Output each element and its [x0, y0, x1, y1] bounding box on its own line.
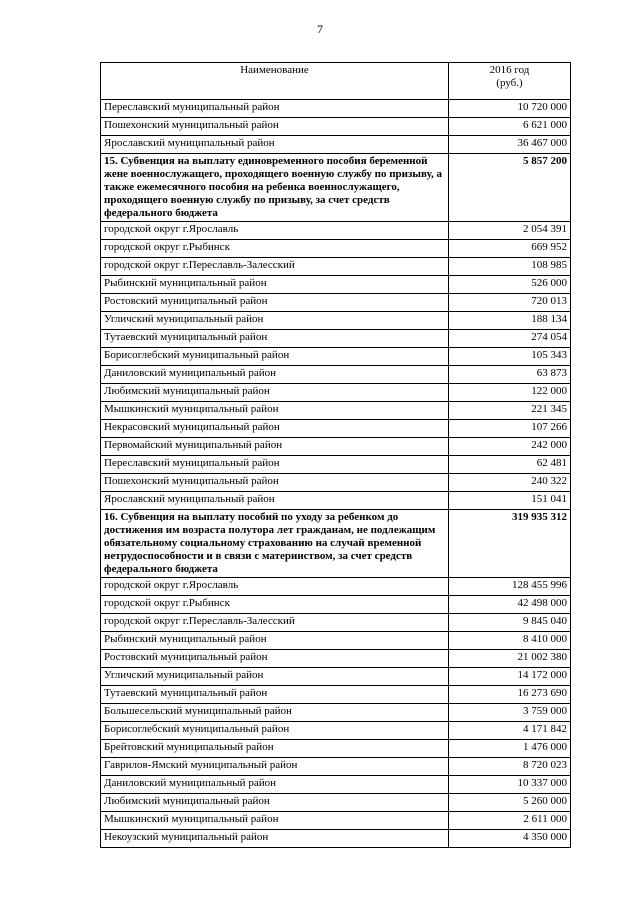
name-cell: городской округ г.Ярославль	[101, 578, 449, 596]
table-row	[101, 668, 571, 686]
name-cell: городской округ г.Рыбинск	[101, 240, 449, 258]
table-row	[101, 704, 571, 722]
name-cell: Некрасовский муниципальный район	[101, 420, 449, 438]
amount-cell: 526 000	[449, 276, 571, 294]
name-cell: Угличский муниципальный район	[101, 312, 449, 330]
amount-cell: 105 343	[449, 348, 571, 366]
amount-cell: 128 455 996	[449, 578, 571, 596]
table-row	[101, 740, 571, 758]
table-row	[101, 420, 571, 438]
name-cell: Угличский муниципальный район	[101, 668, 449, 686]
name-cell: Переславский муниципальный район	[101, 456, 449, 474]
table-row	[101, 294, 571, 312]
name-cell: Ярославский муниципальный район	[101, 492, 449, 510]
name-cell: Гаврилов-Ямский муниципальный район	[101, 758, 449, 776]
table-row	[101, 384, 571, 402]
amount-cell: 5 260 000	[449, 794, 571, 812]
section-row	[101, 154, 571, 222]
table-header	[101, 63, 571, 100]
amount-cell: 107 266	[449, 420, 571, 438]
table-row	[101, 632, 571, 650]
table-row	[101, 222, 571, 240]
section-row	[101, 510, 571, 578]
table-row	[101, 456, 571, 474]
name-cell: Борисоглебский муниципальный район	[101, 722, 449, 740]
name-cell: Брейтовский муниципальный район	[101, 740, 449, 758]
amount-cell: 62 481	[449, 456, 571, 474]
section-title-cell: 15. Субвенция на выплату единовременного пособия беременной жене военнослужащего, проходящего военную службу по призыву, а также ежемесячного пособия на ребенка военнослужащего, проходящего военную службу по призыву, за счет средств федерального бюджета	[101, 154, 449, 222]
name-cell: Мышкинский муниципальный район	[101, 402, 449, 420]
amount-cell: 122 000	[449, 384, 571, 402]
header-unit-label: (руб.)	[496, 77, 523, 89]
table-row	[101, 722, 571, 740]
amount-cell: 8 410 000	[449, 632, 571, 650]
name-cell: Ростовский муниципальный район	[101, 294, 449, 312]
amount-cell: 42 498 000	[449, 596, 571, 614]
amount-cell: 2 611 000	[449, 812, 571, 830]
table-row	[101, 118, 571, 136]
name-cell: городской округ г.Ярославль	[101, 222, 449, 240]
name-cell: Большесельский муниципальный район	[101, 704, 449, 722]
table-row	[101, 438, 571, 456]
name-cell: Рыбинский муниципальный район	[101, 632, 449, 650]
amount-cell: 4 350 000	[449, 830, 571, 848]
name-cell: городской округ г.Переславль-Залесский	[101, 614, 449, 632]
amount-cell: 221 345	[449, 402, 571, 420]
name-cell: Ярославский муниципальный район	[101, 136, 449, 154]
table-row	[101, 614, 571, 632]
name-cell: Борисоглебский муниципальный район	[101, 348, 449, 366]
table-row	[101, 276, 571, 294]
name-cell: Тутаевский муниципальный район	[101, 330, 449, 348]
page-number: 7	[317, 22, 323, 36]
amount-cell: 8 720 023	[449, 758, 571, 776]
header-row	[101, 63, 571, 100]
section-total-cell: 5 857 200	[449, 154, 571, 222]
amount-cell: 2 054 391	[449, 222, 571, 240]
amount-cell: 10 720 000	[449, 100, 571, 118]
amount-cell: 36 467 000	[449, 136, 571, 154]
amount-cell: 720 013	[449, 294, 571, 312]
name-cell: Даниловский муниципальный район	[101, 366, 449, 384]
amount-cell: 274 054	[449, 330, 571, 348]
name-cell: городской округ г.Переславль-Залесский	[101, 258, 449, 276]
table-row	[101, 794, 571, 812]
amount-cell: 151 041	[449, 492, 571, 510]
name-cell: Любимский муниципальный район	[101, 794, 449, 812]
table-row	[101, 240, 571, 258]
amount-cell: 3 759 000	[449, 704, 571, 722]
table-row	[101, 686, 571, 704]
table-row	[101, 258, 571, 276]
table-row	[101, 650, 571, 668]
name-cell: Первомайский муниципальный район	[101, 438, 449, 456]
name-cell: Ростовский муниципальный район	[101, 650, 449, 668]
subvention-table	[100, 62, 571, 848]
table-row	[101, 596, 571, 614]
amount-cell: 6 621 000	[449, 118, 571, 136]
table-row	[101, 136, 571, 154]
amount-cell: 108 985	[449, 258, 571, 276]
table-row	[101, 812, 571, 830]
name-cell: Пошехонский муниципальный район	[101, 118, 449, 136]
section-title-cell: 16. Субвенция на выплату пособий по уходу за ребенком до достижения им возраста полутора лет гражданам, не подлежащим обязательному социальному страхованию на случай временной нетрудоспособности и в связи с материнством, за счет средств федерального бюджета	[101, 510, 449, 578]
name-cell: городской округ г.Рыбинск	[101, 596, 449, 614]
name-cell: Пошехонский муниципальный район	[101, 474, 449, 492]
header-year	[449, 63, 571, 100]
name-cell: Переславский муниципальный район	[101, 100, 449, 118]
amount-cell: 1 476 000	[449, 740, 571, 758]
name-cell: Рыбинский муниципальный район	[101, 276, 449, 294]
amount-cell: 9 845 040	[449, 614, 571, 632]
amount-cell: 63 873	[449, 366, 571, 384]
name-cell: Даниловский муниципальный район	[101, 776, 449, 794]
amount-cell: 14 172 000	[449, 668, 571, 686]
table-row	[101, 312, 571, 330]
amount-cell: 10 337 000	[449, 776, 571, 794]
table-row	[101, 758, 571, 776]
table-row	[101, 776, 571, 794]
table-row	[101, 330, 571, 348]
name-cell: Некоузский муниципальный район	[101, 830, 449, 848]
name-cell: Мышкинский муниципальный район	[101, 812, 449, 830]
table-row	[101, 830, 571, 848]
amount-cell: 188 134	[449, 312, 571, 330]
table-row	[101, 100, 571, 118]
table-row	[101, 474, 571, 492]
table-row	[101, 348, 571, 366]
table-row	[101, 492, 571, 510]
amount-cell: 4 171 842	[449, 722, 571, 740]
table-row	[101, 402, 571, 420]
table-body	[101, 100, 571, 848]
amount-cell: 669 952	[449, 240, 571, 258]
section-total-cell: 319 935 312	[449, 510, 571, 578]
name-cell: Любимский муниципальный район	[101, 384, 449, 402]
header-name: Наименование	[101, 63, 449, 100]
table-row	[101, 578, 571, 596]
name-cell: Тутаевский муниципальный район	[101, 686, 449, 704]
table-row	[101, 366, 571, 384]
amount-cell: 240 322	[449, 474, 571, 492]
amount-cell: 16 273 690	[449, 686, 571, 704]
amount-cell: 242 000	[449, 438, 571, 456]
amount-cell: 21 002 380	[449, 650, 571, 668]
header-year-label: 2016 год	[489, 64, 530, 76]
